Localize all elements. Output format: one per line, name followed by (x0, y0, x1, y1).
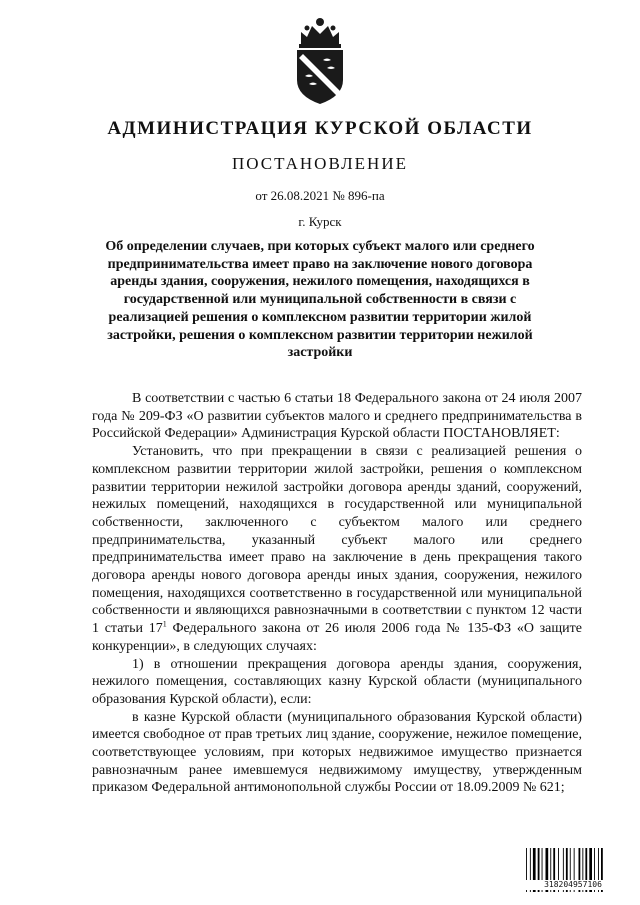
paragraph-item-1-condition: в казне Курской области (муниципального образования Курской области) имеется свободное от прав третьих лиц здание, сооружение, нежилое помещение, соответствующее условиям, при которых недвижимое имущество признается равнозначным ранее имевшемуся недвижимому имуществу, утвержденным приказом Федеральной антимонопольной службы России от 18.09.2009 № 621; (92, 709, 582, 796)
document-body (92, 390, 582, 797)
paragraph-preamble: В соответствии с частью 6 статьи 18 Федерального закона от 24 июля 2007 года № 209-ФЗ «О развитии субъектов малого и среднего предпринимательства в Российской Федерации» Администрация Курской области ПОСТАНОВЛЯЕТ: (92, 391, 582, 442)
paragraph-main (92, 443, 582, 655)
paragraph-main-tail: Федерального закона от 26 июля 2006 года № 135-ФЗ «О защите конкуренции», в следующих случаях: (92, 621, 582, 654)
article-superscript: 1 (162, 619, 167, 629)
coat-of-arms-icon (293, 10, 347, 106)
document-city: г. Курск (298, 214, 342, 229)
document-date-number: от 26.08.2021 № 896-па (255, 188, 385, 203)
paragraph-main-text: Установить, что при прекращении в связи с реализацией решения о комплексном развитии территории жилой застройки, решения о комплексном развитии территории нежилой застройки договора аренды зданий, сооружений, нежилых помещений, находящихся в государственной или муниципальной собственности, заключенного с субъектом малого или среднего предпринимательства, указанный субъект малого или среднего предпринимательства имеет право на заключение в день прекращения такого договора аренды нового договора аренды иных здания, сооружения, нежилого помещения, находящихся соответственно в государственной или муниципальной собственности и являющихся равнозначными в соответствии с пунктом 12 части 1 статьи 17 (92, 444, 582, 637)
organization-name: АДМИНИСТРАЦИЯ КУРСКОЙ ОБЛАСТИ (107, 118, 533, 139)
barcode-number: 318204957106 (526, 880, 620, 890)
paragraph-item-1: 1) в отношении прекращения договора аренды здания, сооружения, нежилого помещения, составляющих казну Курской области (муниципального образования Курской области), если: (92, 656, 582, 707)
document-type: ПОСТАНОВЛЕНИЕ (231, 154, 408, 173)
document-title: Об определении случаев, при которых субъект малого или среднего предпринимательства имеет право на заключение нового договора аренды здания, сооружения, нежилого помещения, находящихся в государственной или муниципальной собственности в связи с реализацией решения о комплексном развитии территории жилой застройки, решения о комплексном развитии территории нежилой застройки (105, 239, 535, 361)
